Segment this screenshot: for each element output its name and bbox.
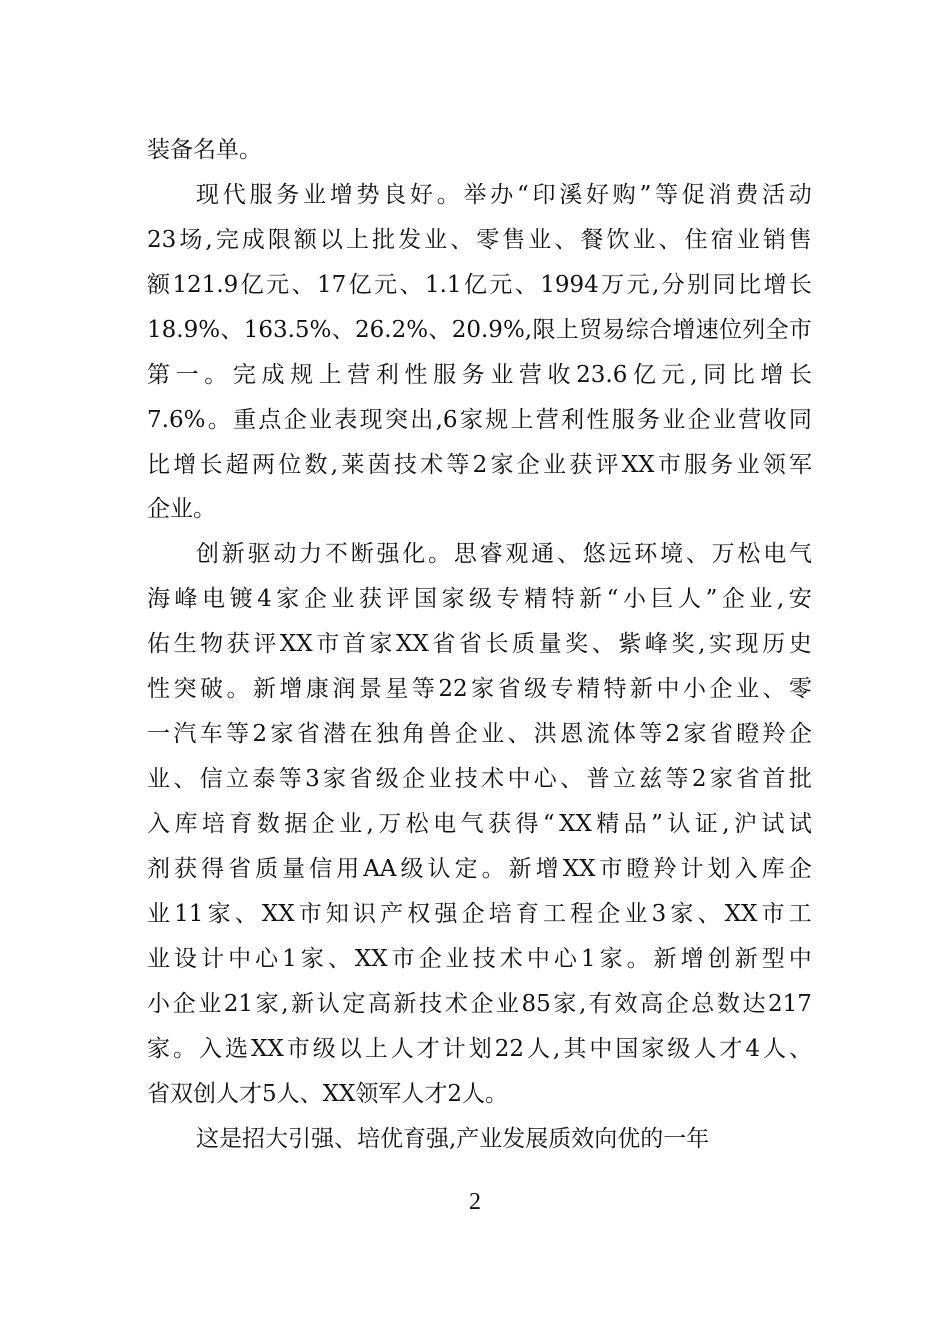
text-line: 企业。 [147, 496, 216, 522]
text-line: 家 。 入 选 XX 市 级 以 上 人 才 计 划 22 人 , 其 中 国 家 级 人 才 4 人 、 [147, 1036, 812, 1062]
text-line: 剂 获 得 省 质 量 信 用 AA 级 认 定 。 新 增 XX 市 瞪 羚 计 划 入 库 企 [147, 856, 812, 882]
text-line: 佑 生 物 获 评 XX 市 首 家 XX 省 省 长 质 量 奖 、 紫 峰 奖 , 实 现 历 史 [147, 631, 812, 657]
text-line: 海 峰 电 镀 4 家 企 业 获 评 国 家 级 专 精 特 新 “ 小 巨 人 ” 企 业 , 安 [147, 586, 812, 612]
page-number: 2 [469, 1189, 481, 1215]
text-line: 小 企 业 21 家 , 新 认 定 高 新 技 术 企 业 85 家 , 有 效 高 企 总 数 达 217 [147, 991, 812, 1017]
text-line: 业 设 计 中 心 1 家 、 XX 市 企 业 技 术 中 心 1 家 。 新 增 创 新 型 中 [147, 946, 812, 972]
text-line: 性 突 破 。 新 增 康 润 景 星 等 22 家 省 级 专 精 特 新 中 小 企 业 、 零 [147, 676, 812, 702]
text-line: 业 、 信 立 泰 等 3 家 省 级 企 业 技 术 中 心 、 普 立 兹 等 2 家 省 首 批 [147, 766, 812, 792]
text-line: 现 代 服 务 业 增 势 良 好 。 举 办 “ 印 溪 好 购 ” 等 促 消 费 活 动 [196, 182, 812, 208]
text-line: 7.6% 。 重 点 企 业 表 现 突 出 ,6 家 规 上 营 利 性 服 务 业 企 业 营 收 同 [147, 407, 812, 433]
text-line: 装备名单。 [147, 137, 262, 163]
text-line: 这是招大引强、培优育强,产业发展质效向优的一年 [196, 1126, 710, 1152]
text-line: 第 一 。 完 成 规 上 营 利 性 服 务 业 营 收 23.6 亿 元 , 同 比 增 长 [147, 362, 812, 388]
text-line: 比 增 长 超 两 位 数 , 莱 茵 技 术 等 2 家 企 业 获 评 XX 市 服 务 业 领 军 [147, 452, 812, 478]
text-line: 18.9% 、 163.5% 、 26.2% 、 20.9%, 限 上 贸 易 综 合 增 速 位 列 全 市 [147, 317, 812, 343]
text-line: 创 新 驱 动 力 不 断 强 化 。 思 睿 观 通 、 悠 远 环 境 、 万 松 电 气 [196, 541, 812, 567]
text-line: 省双创人才5人、XX领军人才2人。 [147, 1081, 509, 1107]
text-line: 额 121.9 亿 元 、 17 亿 元 、 1.1 亿 元 、 1994 万 元 , 分 别 同 比 增 长 [147, 272, 812, 298]
text-line: 23 场 , 完 成 限 额 以 上 批 发 业 、 零 售 业 、 餐 饮 业 、 住 宿 业 销 售 [147, 227, 812, 253]
text-line: 一 汽 车 等 2 家 省 潜 在 独 角 兽 企 业 、 洪 恩 流 体 等 2 家 省 瞪 羚 企 [147, 721, 812, 747]
text-line: 业 11 家 、 XX 市 知 识 产 权 强 企 培 育 工 程 企 业 3 家 、 XX 市 工 [147, 901, 812, 927]
text-line: 入 库 培 育 数 据 企 业 , 万 松 电 气 获 得 “ XX 精 品 ” 认 证 , 沪 试 试 [147, 811, 812, 837]
